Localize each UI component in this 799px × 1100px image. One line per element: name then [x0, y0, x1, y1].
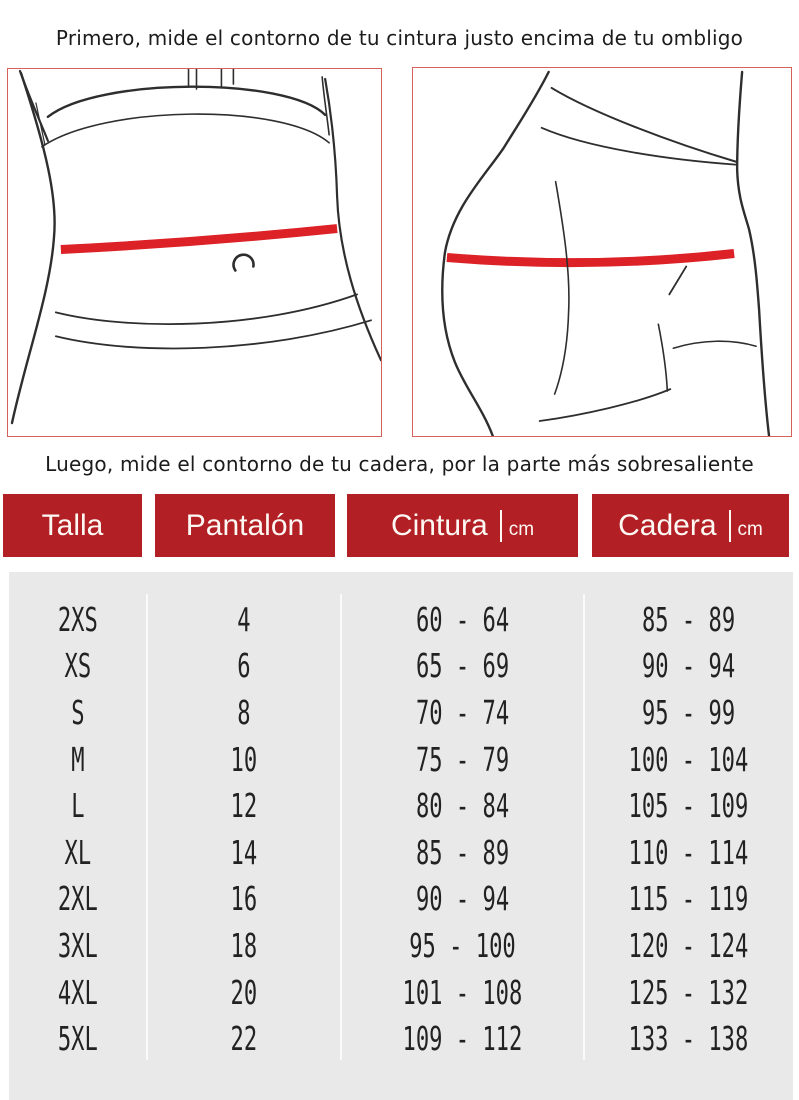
table-cell-pantalon: 18: [230, 925, 258, 965]
table-cell-pantalon: 20: [230, 972, 258, 1012]
table-row: [9, 829, 793, 876]
table-cell-cadera: 105 - 109: [628, 786, 749, 826]
hip-measurement-figure: [412, 67, 792, 437]
table-row: [9, 782, 793, 829]
table-cell-cintura: 85 - 89: [415, 832, 510, 872]
table-cell-pantalon: 16: [230, 879, 258, 919]
table-cell-talla: M: [71, 739, 85, 779]
table-cell-talla: L: [71, 786, 85, 826]
header-cadera-unit: cm: [729, 510, 763, 542]
table-cell-cintura: 109 - 112: [402, 1019, 523, 1059]
table-cell-cadera: 115 - 119: [628, 879, 749, 919]
hip-instruction-text: Luego, mide el contorno de tu cadera, por la parte más sobresaliente: [45, 452, 754, 476]
table-cell-pantalon: 10: [230, 739, 258, 779]
header-pantalon-label: Pantalón: [185, 508, 305, 542]
table-cell-cintura: 75 - 79: [415, 739, 510, 779]
table-cell-cadera: 90 - 94: [641, 646, 736, 686]
waist-figure-illustration: [8, 69, 381, 436]
table-cell-pantalon: 4: [237, 599, 251, 639]
table-row: [9, 969, 793, 1016]
table-row: [9, 1015, 793, 1062]
table-row: [9, 736, 793, 783]
header-cintura: [347, 494, 578, 557]
table-cell-cintura: 90 - 94: [415, 879, 510, 919]
table-cell-cadera: 110 - 114: [628, 832, 749, 872]
header-cadera-label: Cadera: [618, 508, 717, 542]
table-cell-cintura: 60 - 64: [415, 599, 510, 639]
table-row: [9, 922, 793, 969]
table-row: [9, 876, 793, 923]
size-table: [9, 572, 793, 1100]
table-row: [9, 689, 793, 736]
table-cell-pantalon: 6: [237, 646, 251, 686]
table-cell-talla: XL: [64, 832, 92, 872]
table-cell-cintura: 80 - 84: [415, 786, 510, 826]
waist-instruction-text: Primero, mide el contorno de tu cintura justo encima de tu ombligo: [55, 26, 744, 50]
table-cell-pantalon: 22: [230, 1019, 258, 1059]
header-pantalon: [155, 494, 335, 557]
table-cell-cadera: 133 - 138: [628, 1019, 749, 1059]
table-cell-cintura: 95 - 100: [409, 925, 516, 965]
table-cell-cintura: 101 - 108: [402, 972, 523, 1012]
table-cell-cadera: 85 - 89: [641, 599, 736, 639]
table-cell-talla: 4XL: [58, 972, 98, 1012]
header-cintura-label: Cintura: [390, 508, 488, 542]
table-cell-cadera: 100 - 104: [628, 739, 749, 779]
header-talla-label: Talla: [41, 508, 104, 542]
table-cell-cintura: 70 - 74: [415, 692, 510, 732]
table-row: [9, 596, 793, 643]
waist-measurement-figure: [7, 68, 382, 437]
hip-figure-illustration: [413, 68, 791, 436]
table-cell-cadera: 95 - 99: [641, 692, 736, 732]
table-cell-talla: S: [71, 692, 85, 732]
table-row: [9, 643, 793, 690]
table-cell-pantalon: 8: [237, 692, 251, 732]
table-cell-cintura: 65 - 69: [415, 646, 510, 686]
table-cell-cadera: 125 - 132: [628, 972, 749, 1012]
header-cintura-unit: cm: [500, 510, 534, 542]
table-cell-pantalon: 12: [230, 786, 258, 826]
table-cell-pantalon: 14: [230, 832, 258, 872]
table-cell-talla: 2XS: [58, 599, 98, 639]
table-cell-cadera: 120 - 124: [628, 925, 749, 965]
size-table-rows: [9, 596, 793, 1062]
header-talla: [3, 494, 142, 557]
header-cadera: [592, 494, 789, 557]
table-cell-talla: 5XL: [58, 1019, 98, 1059]
table-cell-talla: XS: [64, 646, 92, 686]
table-cell-talla: 3XL: [58, 925, 98, 965]
table-cell-talla: 2XL: [58, 879, 98, 919]
